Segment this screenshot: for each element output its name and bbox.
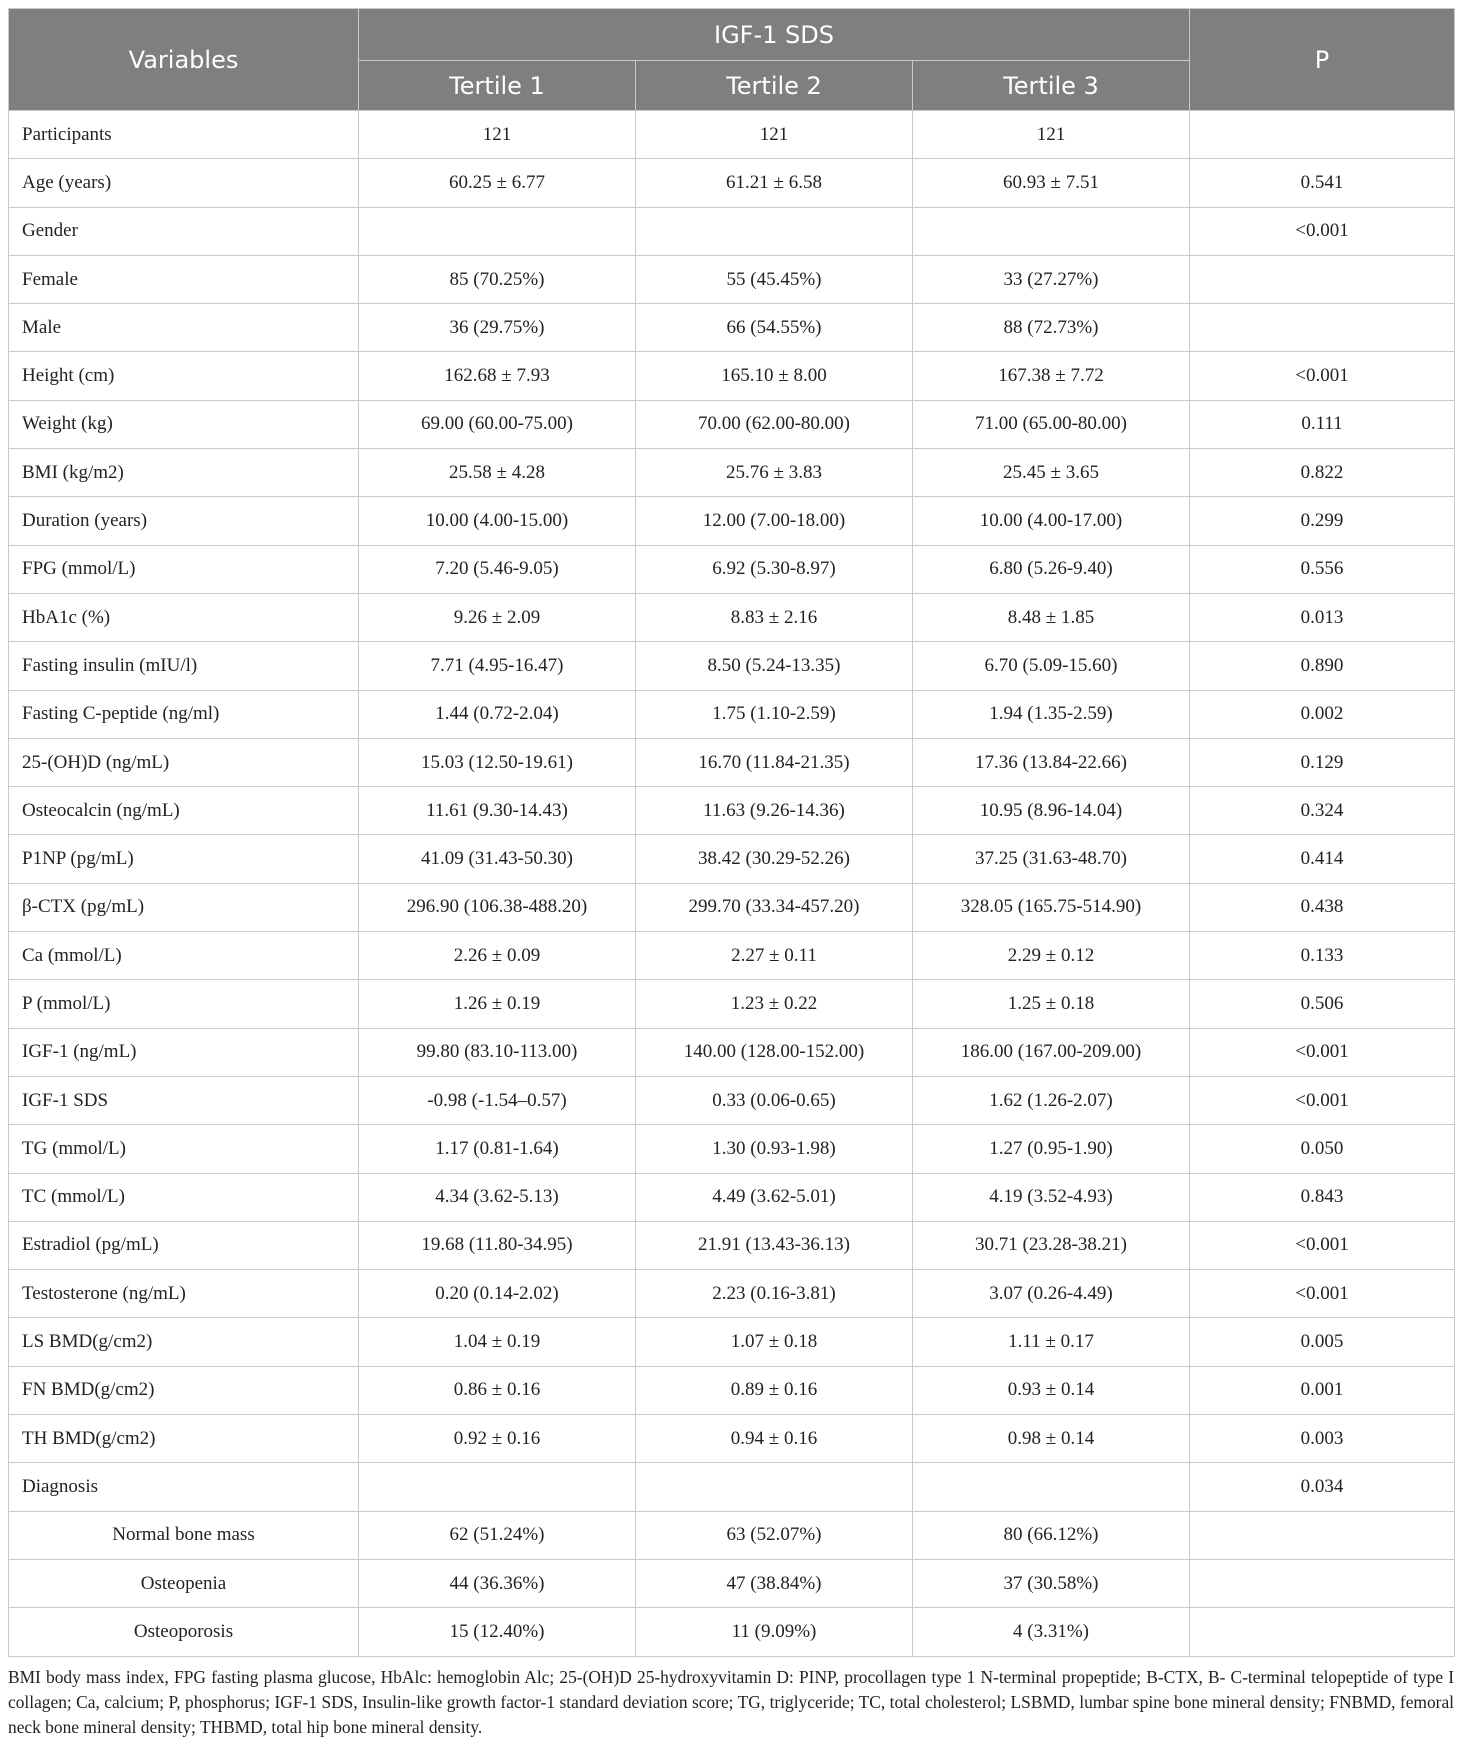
table-row <box>9 255 1455 303</box>
cell-tertile-1 <box>359 1463 636 1511</box>
table-row <box>9 690 1455 738</box>
cell-variable: Height (cm) <box>9 352 359 400</box>
cell-tertile-2: 11.63 (9.26-14.36) <box>636 787 913 835</box>
table-row <box>9 1511 1455 1559</box>
cell-tertile-3: 17.36 (13.84-22.66) <box>913 738 1190 786</box>
table-row <box>9 787 1455 835</box>
data-table <box>8 8 1455 1657</box>
cell-variable: P (mmol/L) <box>9 980 359 1028</box>
cell-tertile-1: 60.25 ± 6.77 <box>359 159 636 207</box>
cell-p-value: 0.133 <box>1190 932 1455 980</box>
cell-p-value: <0.001 <box>1190 1028 1455 1076</box>
table-row <box>9 1463 1455 1511</box>
cell-variable: 25-(OH)D (ng/mL) <box>9 738 359 786</box>
cell-tertile-1: 0.86 ± 0.16 <box>359 1366 636 1414</box>
cell-tertile-2: 11 (9.09%) <box>636 1608 913 1656</box>
cell-p-value: <0.001 <box>1190 207 1455 255</box>
cell-tertile-3: 1.27 (0.95-1.90) <box>913 1125 1190 1173</box>
table-footnote: BMI body mass index, FPG fasting plasma glucose, HbAlc: hemoglobin Alc; 25-(OH)D 25-hydroxyvitamin D: PINP, procollagen type 1 N-terminal propeptide; B-CTX, B- C-terminal telopeptide of type I collagen; Ca, calcium; P, phosphorus; IGF-1 SDS, Insulin-like growth factor-1 standard deviation score; TG, triglyceride; TC, total cholesterol; LSBMD, lumbar spine bone mineral density; FNBMD, femoral neck bone mineral density; THBMD, total hip bone mineral density. <box>8 1666 1454 1737</box>
cell-variable: TC (mmol/L) <box>9 1173 359 1221</box>
cell-tertile-1: 0.20 (0.14-2.02) <box>359 1270 636 1318</box>
cell-tertile-2: 0.33 (0.06-0.65) <box>636 1076 913 1124</box>
cell-tertile-2: 16.70 (11.84-21.35) <box>636 738 913 786</box>
cell-tertile-1: 41.09 (31.43-50.30) <box>359 835 636 883</box>
table-row <box>9 593 1455 641</box>
header-tertile-1: Tertile 1 <box>359 61 636 111</box>
table-row <box>9 352 1455 400</box>
cell-p-value: 0.005 <box>1190 1318 1455 1366</box>
cell-variable: β-CTX (pg/mL) <box>9 883 359 931</box>
cell-variable: Gender <box>9 207 359 255</box>
cell-tertile-2: 165.10 ± 8.00 <box>636 352 913 400</box>
table-row <box>9 1559 1455 1607</box>
cell-tertile-3: 186.00 (167.00-209.00) <box>913 1028 1190 1076</box>
table-row <box>9 1415 1455 1463</box>
cell-variable: Ca (mmol/L) <box>9 932 359 980</box>
cell-p-value: 0.438 <box>1190 883 1455 931</box>
cell-p-value: 0.111 <box>1190 400 1455 448</box>
cell-tertile-2: 140.00 (128.00-152.00) <box>636 1028 913 1076</box>
cell-tertile-1: 2.26 ± 0.09 <box>359 932 636 980</box>
cell-tertile-1: 85 (70.25%) <box>359 255 636 303</box>
table-row <box>9 1318 1455 1366</box>
cell-tertile-2: 55 (45.45%) <box>636 255 913 303</box>
cell-tertile-1: -0.98 (-1.54–0.57) <box>359 1076 636 1124</box>
table-row <box>9 980 1455 1028</box>
cell-tertile-1: 1.44 (0.72-2.04) <box>359 690 636 738</box>
cell-tertile-3: 0.98 ± 0.14 <box>913 1415 1190 1463</box>
cell-p-value: 0.843 <box>1190 1173 1455 1221</box>
cell-tertile-3: 10.00 (4.00-17.00) <box>913 497 1190 545</box>
cell-tertile-2: 1.75 (1.10-2.59) <box>636 690 913 738</box>
cell-tertile-2: 8.50 (5.24-13.35) <box>636 642 913 690</box>
cell-tertile-3: 1.62 (1.26-2.07) <box>913 1076 1190 1124</box>
cell-variable: Fasting C-peptide (ng/ml) <box>9 690 359 738</box>
cell-tertile-3: 33 (27.27%) <box>913 255 1190 303</box>
table-row <box>9 1028 1455 1076</box>
table-row <box>9 932 1455 980</box>
cell-p-value: 0.299 <box>1190 497 1455 545</box>
table-row <box>9 111 1455 159</box>
cell-p-value: 0.050 <box>1190 1125 1455 1173</box>
cell-tertile-3: 3.07 (0.26-4.49) <box>913 1270 1190 1318</box>
table-figure <box>8 8 1454 1740</box>
table-header <box>9 9 1455 111</box>
cell-tertile-1: 1.17 (0.81-1.64) <box>359 1125 636 1173</box>
cell-variable: BMI (kg/m2) <box>9 449 359 497</box>
cell-tertile-2: 21.91 (13.43-36.13) <box>636 1221 913 1269</box>
cell-tertile-3: 0.93 ± 0.14 <box>913 1366 1190 1414</box>
cell-tertile-1: 69.00 (60.00-75.00) <box>359 400 636 448</box>
cell-p-value: 0.890 <box>1190 642 1455 690</box>
cell-tertile-1: 1.26 ± 0.19 <box>359 980 636 1028</box>
cell-variable: Female <box>9 255 359 303</box>
cell-tertile-3: 6.80 (5.26-9.40) <box>913 545 1190 593</box>
cell-tertile-3: 1.11 ± 0.17 <box>913 1318 1190 1366</box>
cell-p-value <box>1190 111 1455 159</box>
cell-tertile-3: 8.48 ± 1.85 <box>913 593 1190 641</box>
cell-tertile-3: 6.70 (5.09-15.60) <box>913 642 1190 690</box>
cell-tertile-3: 167.38 ± 7.72 <box>913 352 1190 400</box>
table-row <box>9 159 1455 207</box>
cell-tertile-1: 1.04 ± 0.19 <box>359 1318 636 1366</box>
cell-p-value <box>1190 1608 1455 1656</box>
cell-tertile-1: 9.26 ± 2.09 <box>359 593 636 641</box>
cell-variable: LS BMD(g/cm2) <box>9 1318 359 1366</box>
cell-p-value: 0.541 <box>1190 159 1455 207</box>
cell-variable: Male <box>9 304 359 352</box>
cell-tertile-2: 63 (52.07%) <box>636 1511 913 1559</box>
cell-variable: Osteopenia <box>9 1559 359 1607</box>
cell-variable: IGF-1 SDS <box>9 1076 359 1124</box>
cell-variable: Fasting insulin (mIU/l) <box>9 642 359 690</box>
header-variables: Variables <box>9 9 359 111</box>
cell-variable: P1NP (pg/mL) <box>9 835 359 883</box>
cell-tertile-2: 2.23 (0.16-3.81) <box>636 1270 913 1318</box>
cell-tertile-2 <box>636 207 913 255</box>
cell-tertile-2: 70.00 (62.00-80.00) <box>636 400 913 448</box>
cell-tertile-2: 12.00 (7.00-18.00) <box>636 497 913 545</box>
cell-tertile-3: 4.19 (3.52-4.93) <box>913 1173 1190 1221</box>
cell-p-value: 0.414 <box>1190 835 1455 883</box>
cell-p-value <box>1190 304 1455 352</box>
cell-variable: FPG (mmol/L) <box>9 545 359 593</box>
cell-p-value: 0.506 <box>1190 980 1455 1028</box>
header-p: P <box>1190 9 1455 111</box>
cell-p-value: 0.324 <box>1190 787 1455 835</box>
cell-tertile-1: 15.03 (12.50-19.61) <box>359 738 636 786</box>
cell-tertile-1: 44 (36.36%) <box>359 1559 636 1607</box>
cell-tertile-3: 1.94 (1.35-2.59) <box>913 690 1190 738</box>
cell-tertile-1: 296.90 (106.38-488.20) <box>359 883 636 931</box>
cell-tertile-3: 328.05 (165.75-514.90) <box>913 883 1190 931</box>
cell-variable: TH BMD(g/cm2) <box>9 1415 359 1463</box>
cell-p-value: 0.013 <box>1190 593 1455 641</box>
cell-tertile-2: 2.27 ± 0.11 <box>636 932 913 980</box>
cell-p-value: 0.822 <box>1190 449 1455 497</box>
cell-tertile-3: 37 (30.58%) <box>913 1559 1190 1607</box>
cell-tertile-1: 25.58 ± 4.28 <box>359 449 636 497</box>
cell-tertile-2: 0.94 ± 0.16 <box>636 1415 913 1463</box>
cell-tertile-3: 121 <box>913 111 1190 159</box>
cell-tertile-3 <box>913 1463 1190 1511</box>
table-row <box>9 1125 1455 1173</box>
cell-tertile-2: 47 (38.84%) <box>636 1559 913 1607</box>
header-tertile-3: Tertile 3 <box>913 61 1190 111</box>
cell-variable: HbA1c (%) <box>9 593 359 641</box>
cell-tertile-3: 1.25 ± 0.18 <box>913 980 1190 1028</box>
cell-p-value <box>1190 255 1455 303</box>
table-row <box>9 400 1455 448</box>
cell-p-value: <0.001 <box>1190 1221 1455 1269</box>
table-row <box>9 1076 1455 1124</box>
cell-variable: Age (years) <box>9 159 359 207</box>
cell-tertile-2: 61.21 ± 6.58 <box>636 159 913 207</box>
cell-tertile-1: 36 (29.75%) <box>359 304 636 352</box>
cell-variable: Osteocalcin (ng/mL) <box>9 787 359 835</box>
cell-tertile-2: 1.30 (0.93-1.98) <box>636 1125 913 1173</box>
cell-variable: Participants <box>9 111 359 159</box>
cell-tertile-3: 80 (66.12%) <box>913 1511 1190 1559</box>
cell-tertile-2: 4.49 (3.62-5.01) <box>636 1173 913 1221</box>
cell-tertile-3: 2.29 ± 0.12 <box>913 932 1190 980</box>
table-row <box>9 207 1455 255</box>
cell-tertile-3: 10.95 (8.96-14.04) <box>913 787 1190 835</box>
cell-tertile-3: 71.00 (65.00-80.00) <box>913 400 1190 448</box>
cell-tertile-2: 299.70 (33.34-457.20) <box>636 883 913 931</box>
cell-tertile-1: 162.68 ± 7.93 <box>359 352 636 400</box>
cell-tertile-2: 121 <box>636 111 913 159</box>
table-row <box>9 1173 1455 1221</box>
cell-p-value: <0.001 <box>1190 352 1455 400</box>
table-row <box>9 642 1455 690</box>
cell-tertile-2: 8.83 ± 2.16 <box>636 593 913 641</box>
cell-tertile-2 <box>636 1463 913 1511</box>
cell-variable: Osteoporosis <box>9 1608 359 1656</box>
cell-tertile-2: 25.76 ± 3.83 <box>636 449 913 497</box>
cell-tertile-1 <box>359 207 636 255</box>
table-row <box>9 883 1455 931</box>
cell-tertile-3: 4 (3.31%) <box>913 1608 1190 1656</box>
cell-p-value: 0.003 <box>1190 1415 1455 1463</box>
cell-variable: Normal bone mass <box>9 1511 359 1559</box>
cell-tertile-2: 38.42 (30.29-52.26) <box>636 835 913 883</box>
cell-variable: Weight (kg) <box>9 400 359 448</box>
cell-variable: Estradiol (pg/mL) <box>9 1221 359 1269</box>
cell-tertile-2: 1.23 ± 0.22 <box>636 980 913 1028</box>
cell-tertile-3: 88 (72.73%) <box>913 304 1190 352</box>
cell-tertile-1: 7.20 (5.46-9.05) <box>359 545 636 593</box>
cell-variable: FN BMD(g/cm2) <box>9 1366 359 1414</box>
cell-tertile-1: 99.80 (83.10-113.00) <box>359 1028 636 1076</box>
cell-tertile-3: 37.25 (31.63-48.70) <box>913 835 1190 883</box>
table-row <box>9 1366 1455 1414</box>
cell-tertile-1: 4.34 (3.62-5.13) <box>359 1173 636 1221</box>
cell-p-value <box>1190 1511 1455 1559</box>
cell-p-value: 0.556 <box>1190 545 1455 593</box>
cell-tertile-1: 7.71 (4.95-16.47) <box>359 642 636 690</box>
cell-tertile-1: 10.00 (4.00-15.00) <box>359 497 636 545</box>
table-row <box>9 1608 1455 1656</box>
cell-tertile-2: 66 (54.55%) <box>636 304 913 352</box>
cell-tertile-3: 30.71 (23.28-38.21) <box>913 1221 1190 1269</box>
cell-p-value: <0.001 <box>1190 1076 1455 1124</box>
cell-tertile-3 <box>913 207 1190 255</box>
cell-tertile-2: 0.89 ± 0.16 <box>636 1366 913 1414</box>
table-row <box>9 449 1455 497</box>
cell-tertile-1: 15 (12.40%) <box>359 1608 636 1656</box>
cell-variable: TG (mmol/L) <box>9 1125 359 1173</box>
cell-p-value <box>1190 1559 1455 1607</box>
table-row <box>9 497 1455 545</box>
cell-variable: Testosterone (ng/mL) <box>9 1270 359 1318</box>
cell-p-value: 0.034 <box>1190 1463 1455 1511</box>
cell-tertile-2: 1.07 ± 0.18 <box>636 1318 913 1366</box>
table-row <box>9 738 1455 786</box>
cell-p-value: 0.002 <box>1190 690 1455 738</box>
cell-p-value: 0.129 <box>1190 738 1455 786</box>
cell-tertile-1: 11.61 (9.30-14.43) <box>359 787 636 835</box>
cell-tertile-1: 19.68 (11.80-34.95) <box>359 1221 636 1269</box>
table-row <box>9 304 1455 352</box>
cell-tertile-2: 6.92 (5.30-8.97) <box>636 545 913 593</box>
cell-tertile-1: 121 <box>359 111 636 159</box>
table-body <box>9 111 1455 1657</box>
table-row <box>9 1270 1455 1318</box>
header-tertile-2: Tertile 2 <box>636 61 913 111</box>
header-igf1-sds: IGF-1 SDS <box>359 9 1190 61</box>
table-row <box>9 1221 1455 1269</box>
cell-tertile-1: 62 (51.24%) <box>359 1511 636 1559</box>
cell-tertile-3: 25.45 ± 3.65 <box>913 449 1190 497</box>
cell-variable: IGF-1 (ng/mL) <box>9 1028 359 1076</box>
cell-variable: Diagnosis <box>9 1463 359 1511</box>
table-row <box>9 835 1455 883</box>
cell-variable: Duration (years) <box>9 497 359 545</box>
cell-p-value: 0.001 <box>1190 1366 1455 1414</box>
cell-tertile-3: 60.93 ± 7.51 <box>913 159 1190 207</box>
table-row <box>9 545 1455 593</box>
cell-p-value: <0.001 <box>1190 1270 1455 1318</box>
cell-tertile-1: 0.92 ± 0.16 <box>359 1415 636 1463</box>
